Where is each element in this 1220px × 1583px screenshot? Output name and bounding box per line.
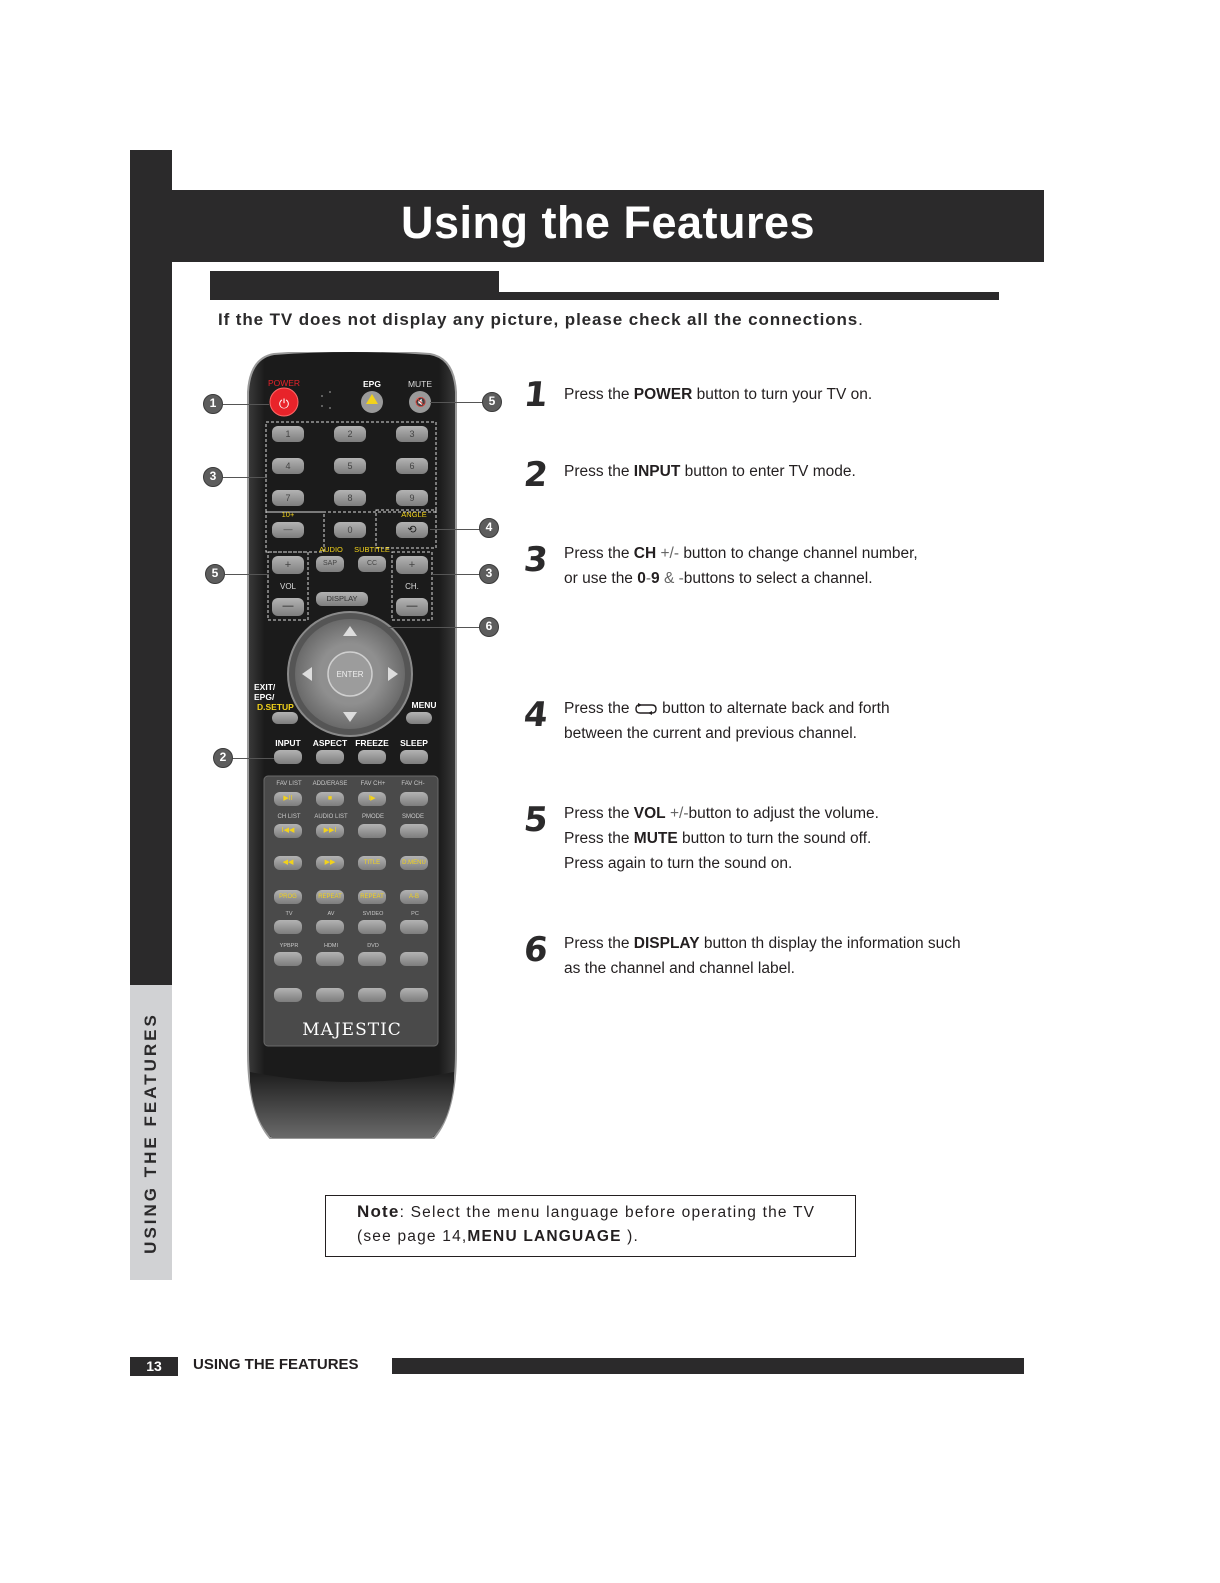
- aspect-label: ASPECT: [312, 738, 348, 748]
- step-key: I▶: [358, 792, 386, 806]
- callout-line-1: [223, 404, 269, 405]
- display-key: DISPLAY: [316, 592, 368, 606]
- side-label-text: USING THE FEATURES: [141, 1011, 160, 1254]
- digit-key-9: 9: [396, 490, 428, 506]
- callout-line-3-digits: [223, 477, 267, 478]
- step-5-line-2: Press the MUTE button to turn the sound off.: [564, 830, 872, 847]
- aspect-key: [316, 750, 344, 764]
- callout-line-3-ch: [432, 574, 480, 575]
- dsetup-label: D.SETUP: [257, 702, 294, 712]
- digit-key-0: 0: [334, 522, 366, 538]
- a-b-key: A-B: [400, 890, 428, 904]
- digit-key-5: 5: [334, 458, 366, 474]
- digit-key-1: 1: [272, 426, 304, 442]
- vol-down-key: —: [272, 598, 304, 616]
- fav-ch-minus-label: FAV CH-: [401, 781, 425, 787]
- footer-rule: [392, 1358, 1024, 1374]
- step-number-1: 1: [521, 375, 550, 415]
- add-erase-label: ADD/ERASE: [312, 781, 348, 787]
- callout-line-6-display: [385, 627, 481, 628]
- smode-key: [400, 824, 428, 838]
- check-connections-text: If the TV does not display any picture, please check all the connections.: [218, 310, 864, 329]
- step-5-line-3: Press again to turn the sound on.: [564, 855, 793, 872]
- digit-key-2: 2: [334, 426, 366, 442]
- stop-key: ■: [316, 792, 344, 806]
- sleep-label: SLEEP: [400, 738, 428, 748]
- step-2-text: Press the INPUT button to enter TV mode.: [564, 463, 856, 480]
- epg2-label: EPG/: [254, 692, 275, 702]
- enter-label: ENTER: [336, 670, 364, 679]
- pmode-key: [358, 824, 386, 838]
- pc-key: [400, 920, 428, 934]
- svideo-label: SVIDEO: [362, 911, 384, 917]
- pc-label: PC: [411, 911, 419, 917]
- repeat-key: REPEAT: [316, 890, 344, 904]
- ten-plus-label: 10+: [281, 510, 295, 519]
- next-key: ▶▶I: [316, 824, 344, 838]
- ypbpr-label: YPBPR: [279, 943, 299, 949]
- dvd-label: DVD: [367, 943, 379, 949]
- svideo-key: [358, 920, 386, 934]
- freeze-label: FREEZE: [355, 738, 389, 748]
- hdmi-label: HDMI: [323, 943, 339, 949]
- av-label: AV: [327, 911, 335, 917]
- side-section-label: [130, 985, 172, 1280]
- dvd-key: [358, 952, 386, 966]
- av-key: [316, 920, 344, 934]
- side-bar-dark: [130, 150, 172, 985]
- page-number: 13: [130, 1357, 178, 1376]
- fav-ch-plus-label: FAV CH+: [360, 781, 386, 787]
- ch-label: CH.: [405, 582, 419, 591]
- fav-ch-minus-key: [400, 792, 428, 806]
- pmode-label: PMODE: [361, 814, 384, 820]
- audio-list-label: AUDIO LIST: [314, 814, 348, 820]
- note-line-2: (see page 14,MENU LANGUAGE ).: [357, 1228, 640, 1245]
- mute-icon: 🔇: [415, 397, 427, 407]
- step-number-3: 3: [521, 540, 550, 580]
- menu-key: [406, 712, 432, 724]
- step-number-2: 2: [521, 455, 550, 495]
- smode-label: SMODE: [401, 814, 424, 820]
- digit-key-6: 6: [396, 458, 428, 474]
- blank-key-3: [316, 988, 344, 1002]
- sap-key: SAP: [316, 556, 344, 572]
- play-pause-key: ▶II: [274, 792, 302, 806]
- callout-6-display: 6: [479, 617, 499, 637]
- repeat-key-2: REPEAT: [358, 890, 386, 904]
- digit-key-7: 7: [272, 490, 304, 506]
- step-1-text: Press the POWER button to turn your TV on.: [564, 386, 873, 403]
- callout-4-swap: 4: [479, 518, 499, 538]
- callout-line-4-swap: [430, 529, 480, 530]
- fast-forward-key: ▶▶: [316, 856, 344, 870]
- step-6-line-2: as the channel and channel label.: [564, 960, 795, 977]
- angle-label: ANGLE: [401, 510, 427, 519]
- title-key: TITLE: [358, 856, 386, 870]
- subtitle-label: SUBTITLE: [354, 545, 390, 554]
- sleep-key: [400, 750, 428, 764]
- callout-line-5-mute: [430, 402, 484, 403]
- exit-key: [272, 712, 298, 724]
- callout-5-mute: 5: [482, 392, 502, 412]
- step-3-line-1: Press the CH +/- button to change channel number,: [564, 545, 918, 562]
- step-6-line-1: Press the DISPLAY button th display the information such: [564, 935, 961, 952]
- digit-key-4: 4: [272, 458, 304, 474]
- power-label: POWER: [267, 378, 301, 388]
- hdmi-key: [316, 952, 344, 966]
- step-5-line-1: Press the VOL +/-button to adjust the volume.: [564, 805, 879, 822]
- input-key: [274, 750, 302, 764]
- blank-key-1: [400, 952, 428, 966]
- footer-title: USING THE FEATURES: [193, 1356, 359, 1373]
- ch-up-key: +: [396, 556, 428, 574]
- callout-line-2-input: [232, 758, 274, 759]
- prog-key: PROG: [274, 890, 302, 904]
- epg-label: EPG: [363, 379, 381, 389]
- note-line-1: Note: Select the menu language before operating the TV: [357, 1202, 816, 1221]
- input-label: INPUT: [275, 738, 301, 748]
- page-title: Using the Features: [400, 197, 816, 248]
- callout-3-ch: 3: [479, 564, 499, 584]
- step-number-5: 5: [521, 800, 550, 840]
- exit-label: EXIT/: [254, 682, 276, 692]
- menu-label: MENU: [411, 700, 437, 710]
- digit-key-3: 3: [396, 426, 428, 442]
- step-4-line-2: between the current and previous channel.: [564, 725, 857, 742]
- subheading-rule: [210, 292, 999, 300]
- tv-key: [274, 920, 302, 934]
- rewind-key: ◀◀: [274, 856, 302, 870]
- brand-logo: MAJESTIC: [302, 1020, 402, 1040]
- swap-key: ⟲: [396, 522, 428, 538]
- swap-icon: [634, 703, 658, 715]
- step-number-6: 6: [521, 930, 550, 970]
- d-menu-key: D.MENU: [400, 856, 428, 870]
- ch-list-label: CH LIST: [277, 814, 301, 820]
- step-4-line-1: Press the button to alternate back and forth: [564, 700, 890, 717]
- callout-3-digits: 3: [203, 467, 223, 487]
- freeze-key: [358, 750, 386, 764]
- step-3-line-2: or use the 0-9 & -buttons to select a channel.: [564, 570, 873, 587]
- callout-1-power: 1: [203, 394, 223, 414]
- ypbpr-key: [274, 952, 302, 966]
- callout-2-input: 2: [213, 748, 233, 768]
- blank-key-5: [400, 988, 428, 1002]
- power-icon: ⏻: [278, 396, 290, 411]
- digit-key-8: 8: [334, 490, 366, 506]
- step-number-4: 4: [521, 695, 550, 735]
- prev-key: I◀◀: [274, 824, 302, 838]
- tv-label: TV: [285, 911, 293, 917]
- vol-label: VOL: [279, 582, 296, 591]
- fav-list-label: FAV LIST: [276, 781, 302, 787]
- mute-label: MUTE: [407, 379, 433, 389]
- blank-key-2: [274, 988, 302, 1002]
- blank-key-4: [358, 988, 386, 1002]
- callout-5-vol: 5: [205, 564, 225, 584]
- vol-up-key: +: [272, 556, 304, 574]
- callout-line-5-vol: [225, 574, 269, 575]
- ch-down-key: —: [396, 598, 428, 616]
- remote-control-illustration: [244, 352, 460, 1142]
- audio-label: AUDIO: [319, 545, 343, 554]
- cc-key: CC: [358, 556, 386, 572]
- dash-key: —: [272, 522, 304, 538]
